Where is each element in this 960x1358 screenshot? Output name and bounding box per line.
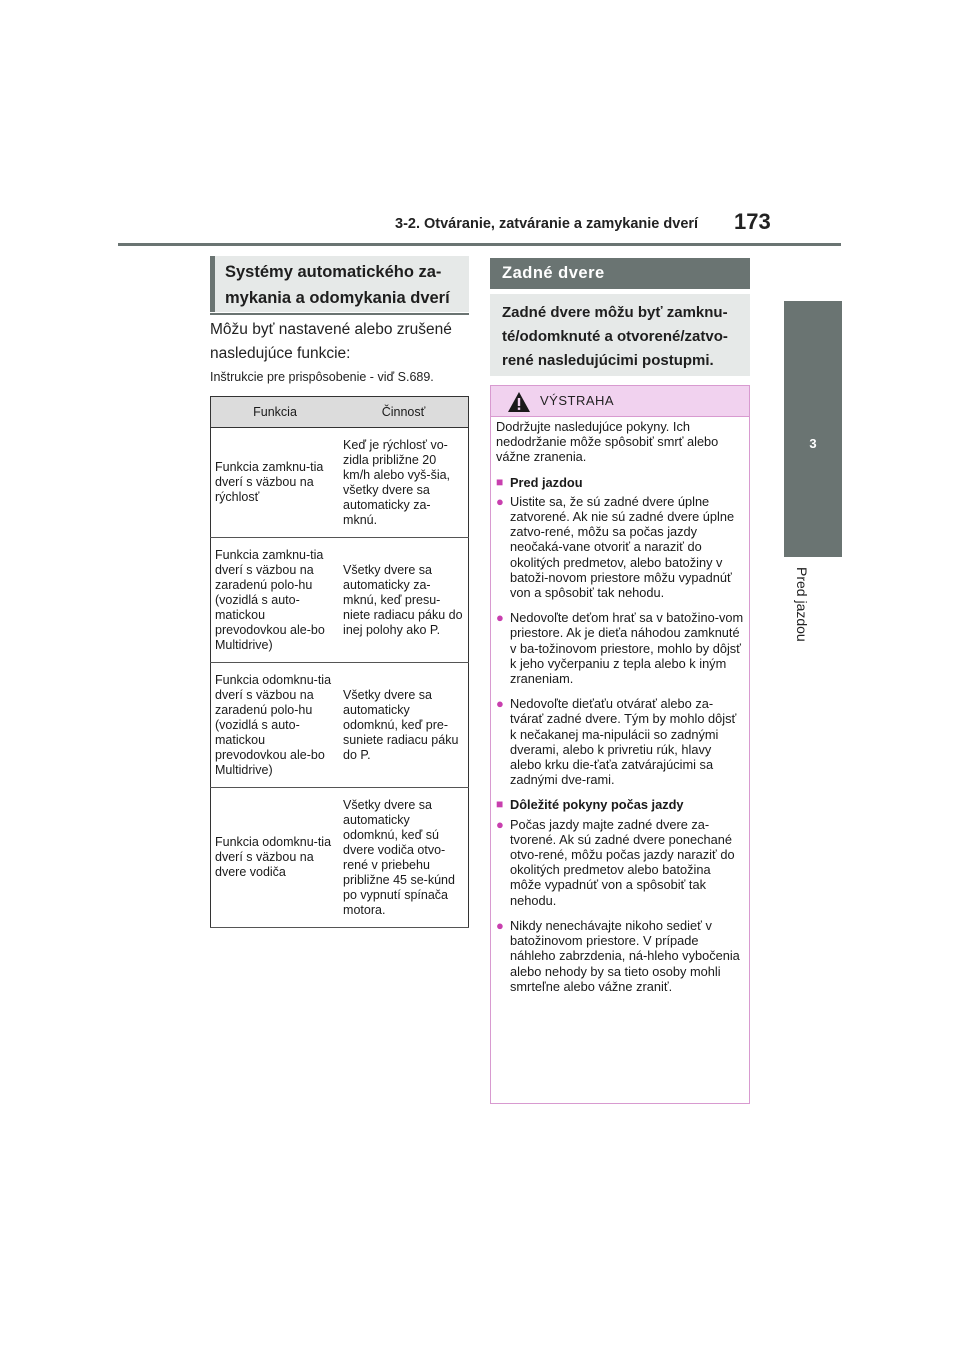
- table-cell-function: Funkcia odomknu-tia dverí s väzbou na zaradenú polo-hu (vozidlá s auto-matickou prevodovkou ale-bo Multidrive): [211, 663, 340, 788]
- heading-line: mykania a odomykania dverí: [225, 289, 450, 307]
- subheading-rear-door: Zadné dvere môžu byť zamknu-té/odomknuté a otvorené/zatvo-rené nasledujúcimi postupmi.: [490, 294, 750, 376]
- warning-item: [496, 817, 744, 908]
- warning-box: [490, 385, 750, 1104]
- warning-header: [491, 386, 749, 417]
- warning-item-text: Nikdy nenechávajte nikoho sedieť v batožinovom priestore. V prípade náhleho zabrzdenia, ná-hleho vybočenia alebo nehody by sa tieto osoby mohli smrteľne alebo vážne zraniť.: [510, 917, 740, 994]
- section-heading-auto-lock: [210, 256, 469, 312]
- square-bullet-icon: ■: [496, 474, 504, 489]
- warning-body: [496, 419, 744, 1004]
- circle-bullet-icon: ●: [496, 917, 504, 933]
- table-cell-action: Všetky dvere sa automaticky odomknú, keď sú dvere vodiča otvo-rené v priebehu približne 45 se-kúnd po vypnutí spínača motora.: [339, 788, 468, 928]
- warning-section-title: Pred jazdou: [510, 474, 583, 490]
- table-cell-action: Keď je rýchlosť vo-zidla približne 20 km/h alebo vyš-šia, všetky dvere sa automaticky za-mknú.: [339, 428, 468, 538]
- warning-item: [496, 696, 744, 787]
- warning-item: [496, 494, 744, 600]
- table-row: [211, 788, 469, 928]
- table-row: [211, 428, 469, 538]
- heading-underline: [210, 313, 469, 315]
- table-cell-action: Všetky dvere sa automaticky odomknú, keď pre-suniete radiacu páku do P.: [339, 663, 468, 788]
- page-number: 173: [734, 209, 771, 234]
- chapter-tab: [784, 301, 842, 557]
- chapter-label: Pred jazdou: [794, 567, 810, 642]
- table-row: [211, 663, 469, 788]
- column-header-action: Činnosť: [339, 397, 468, 428]
- heading-line: Systémy automatického za-: [225, 263, 442, 281]
- header-divider: [118, 243, 841, 246]
- warning-intro: Dodržujte nasledujúce pokyny. Ich nedodržanie môže spôsobiť smrť alebo vážne zranenia.: [496, 419, 719, 465]
- table-cell-function: Funkcia zamknu-tia dverí s väzbou na rýchlosť: [211, 428, 340, 538]
- warning-item-text: Počas jazdy majte zadné dvere za-tvorené. Ak sú zadné dvere ponechané otvo-rené, môžu počas jazdy naraziť do okolitých predmetov alebo batožina môže vypadnúť von a spôsobiť tak nehodu.: [510, 816, 735, 908]
- warning-triangle-icon: [507, 391, 531, 413]
- table-row: [211, 538, 469, 663]
- table-cell-function: Funkcia zamknu-tia dverí s väzbou na zaradenú polo-hu (vozidlá s auto-matickou prevodovkou ale-bo Multidrive): [211, 538, 340, 663]
- warning-title: VÝSTRAHA: [540, 393, 615, 408]
- warning-item-text: Nedovoľte deťom hrať sa v batožino-vom priestore. Ak je dieťa náhodou zamknuté v ba-tožinovom priestore, mohlo by dôjsť k jeho vyčerpaniu z tepla alebo k iným zraneniam.: [510, 610, 744, 687]
- warning-item: [496, 610, 744, 686]
- circle-bullet-icon: ●: [496, 610, 504, 626]
- circle-bullet-icon: ●: [496, 696, 504, 712]
- warning-section-heading: [496, 475, 744, 490]
- warning-item: [496, 918, 744, 994]
- column-header-function: Funkcia: [211, 397, 340, 428]
- section-title: 3-2. Otváranie, zatváranie a zamykanie dverí: [395, 216, 699, 232]
- circle-bullet-icon: ●: [496, 816, 504, 832]
- intro-paragraph: Môžu byť nastavené alebo zrušené nasledujúce funkcie:: [210, 321, 452, 362]
- warning-section-heading: [496, 797, 744, 812]
- circle-bullet-icon: ●: [496, 493, 504, 509]
- warning-item-text: Uistite sa, že sú zadné dvere úplne zatvorené. Ak nie sú zadné dvere úplne zatvo-rené, môžu sa počas jazdy neočaká-vane otvoriť a naraziť do okolitých predmetov, alebo batožiny v batoži-novom priestore môžu vypadnúť von a spôsobiť tak nehodu.: [510, 493, 735, 601]
- customization-note: Inštrukcie pre prispôsobenie - viď S.689.: [210, 370, 434, 384]
- function-table: [210, 396, 469, 928]
- chapter-number: 3: [809, 436, 817, 451]
- square-bullet-icon: ■: [496, 797, 504, 812]
- warning-item-text: Nedovoľte dieťaťu otvárať alebo za-tvárať zadné dvere. Tým by mohlo dôjsť k nečakanej ma-nipulácii so zadnými dverami, alebo k privretiu rúk, hlavy alebo krku die-ťaťa zatvárajúcimi sa zadnými dve-rami.: [510, 696, 737, 788]
- table-cell-action: Všetky dvere sa automaticky za-mknú, keď presu-niete radiacu páku do inej polohy ako P.: [339, 538, 468, 663]
- section-heading-rear-door: Zadné dvere: [490, 258, 750, 289]
- table-header-row: [211, 397, 469, 428]
- warning-section-title: Dôležité pokyny počas jazdy: [510, 797, 684, 813]
- table-cell-function: Funkcia odomknu-tia dverí s väzbou na dvere vodiča: [211, 788, 340, 928]
